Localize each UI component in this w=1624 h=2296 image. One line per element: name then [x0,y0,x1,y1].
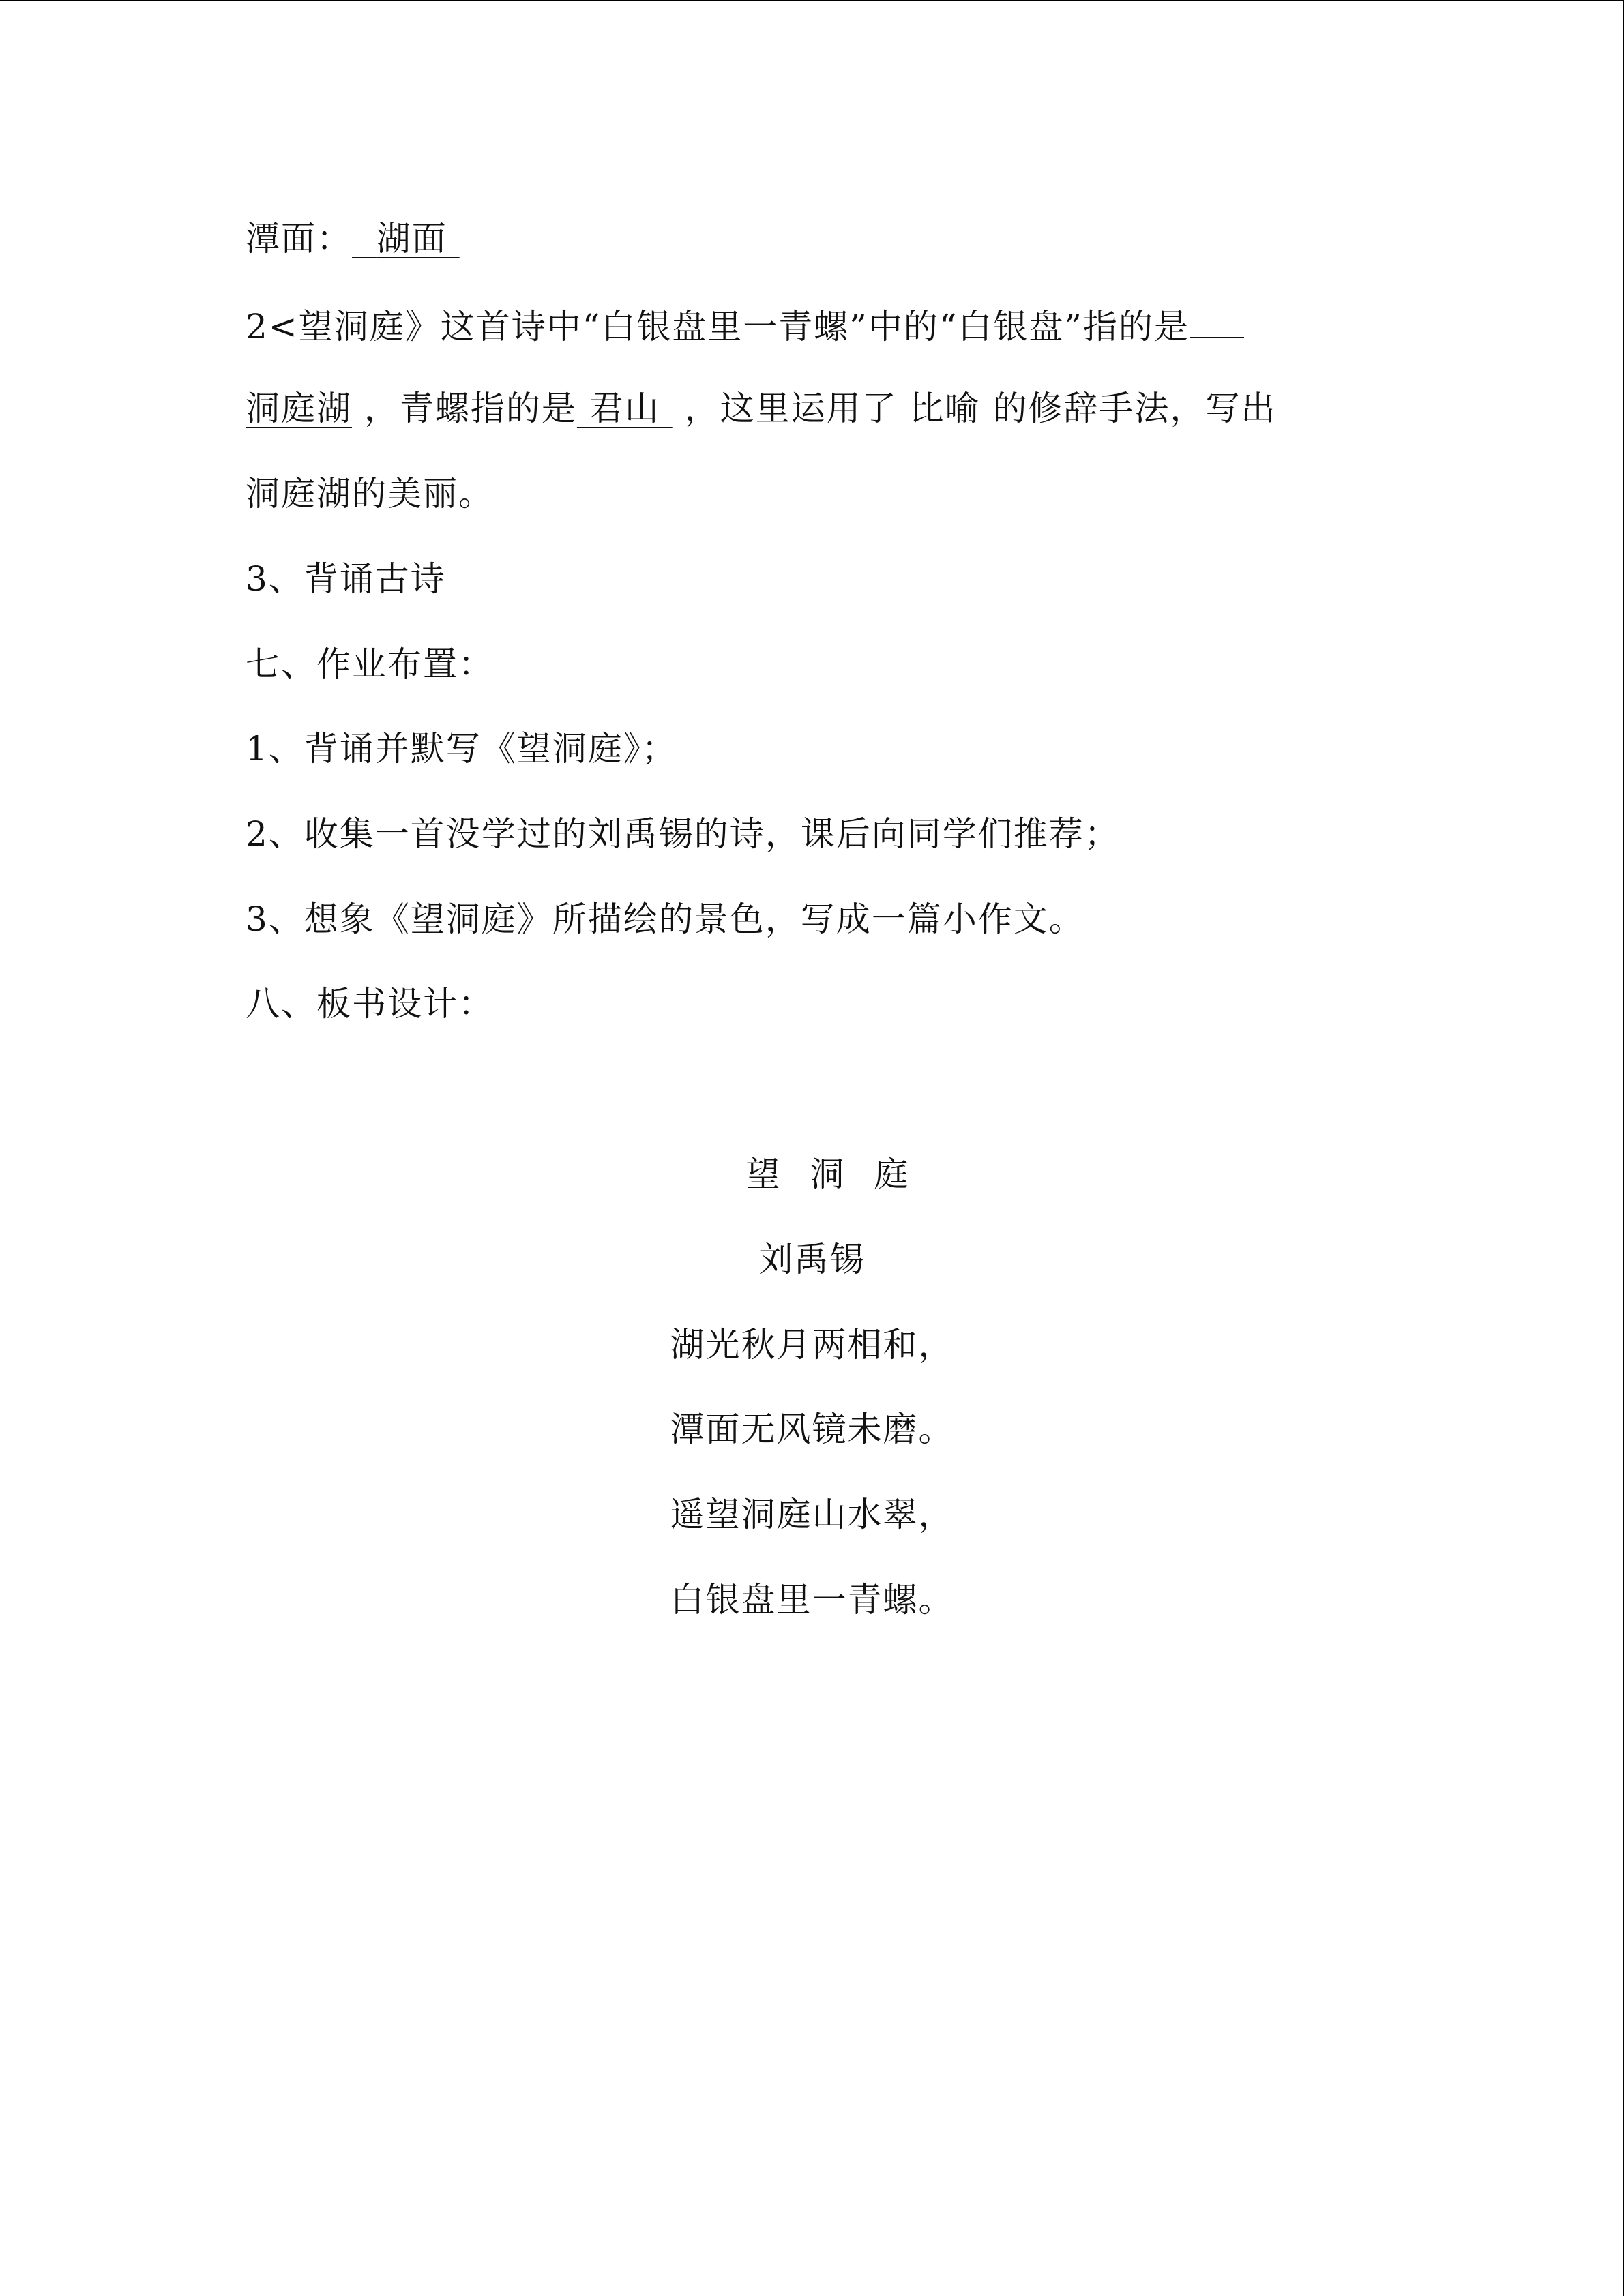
tanmian-answer: 湖面 [376,219,447,258]
answer-dongtinghu: 洞庭湖 [246,389,352,428]
question-2-text-d: 的修辞手法，写出 [992,389,1277,428]
question-2-text-b: ，青螺指的是 [364,389,577,428]
poem-line: 遥望洞庭山水翠， [670,1495,954,1534]
question-2-line-3: 洞庭湖的美丽。 [246,474,494,513]
homework-heading: 七、作业布置： [246,644,494,684]
blank-underline [1190,303,1244,338]
question-2-text: 2<望洞庭》这首诗中“白银盘里一青螺”中的“白银盘”指的是 [246,307,1190,346]
poem-line: 湖光秋月两相和， [670,1325,954,1365]
homework-item: 2、收集一首没学过的刘禹锡的诗，课后向同学们推荐； [246,814,1120,854]
answer-junshan: 君山 [589,389,660,428]
board-heading: 八、板书设计： [246,984,494,1024]
poem-line: 白银盘里一青螺。 [670,1580,954,1620]
homework-item: 3、想象《望洞庭》所描绘的景色，写成一篇小作文。 [246,899,1084,939]
poem-title: 望洞庭 [745,1154,939,1194]
answer-line-tanmian [246,217,1405,260]
question-2-line-2 [246,387,1405,430]
answer-biyu: 比喻 [909,389,981,428]
question-2-text-c: ，这里运用了 [684,389,898,428]
tanmian-label: 潭面： [246,219,352,258]
poem-author: 刘禹锡 [758,1240,866,1279]
homework-item: 1、背诵并默写《望洞庭》； [246,729,677,769]
question-2-line-1 [246,303,1405,348]
question-3: 3、背诵古诗 [246,559,446,599]
poem-line: 潭面无风镜未磨。 [670,1410,954,1449]
